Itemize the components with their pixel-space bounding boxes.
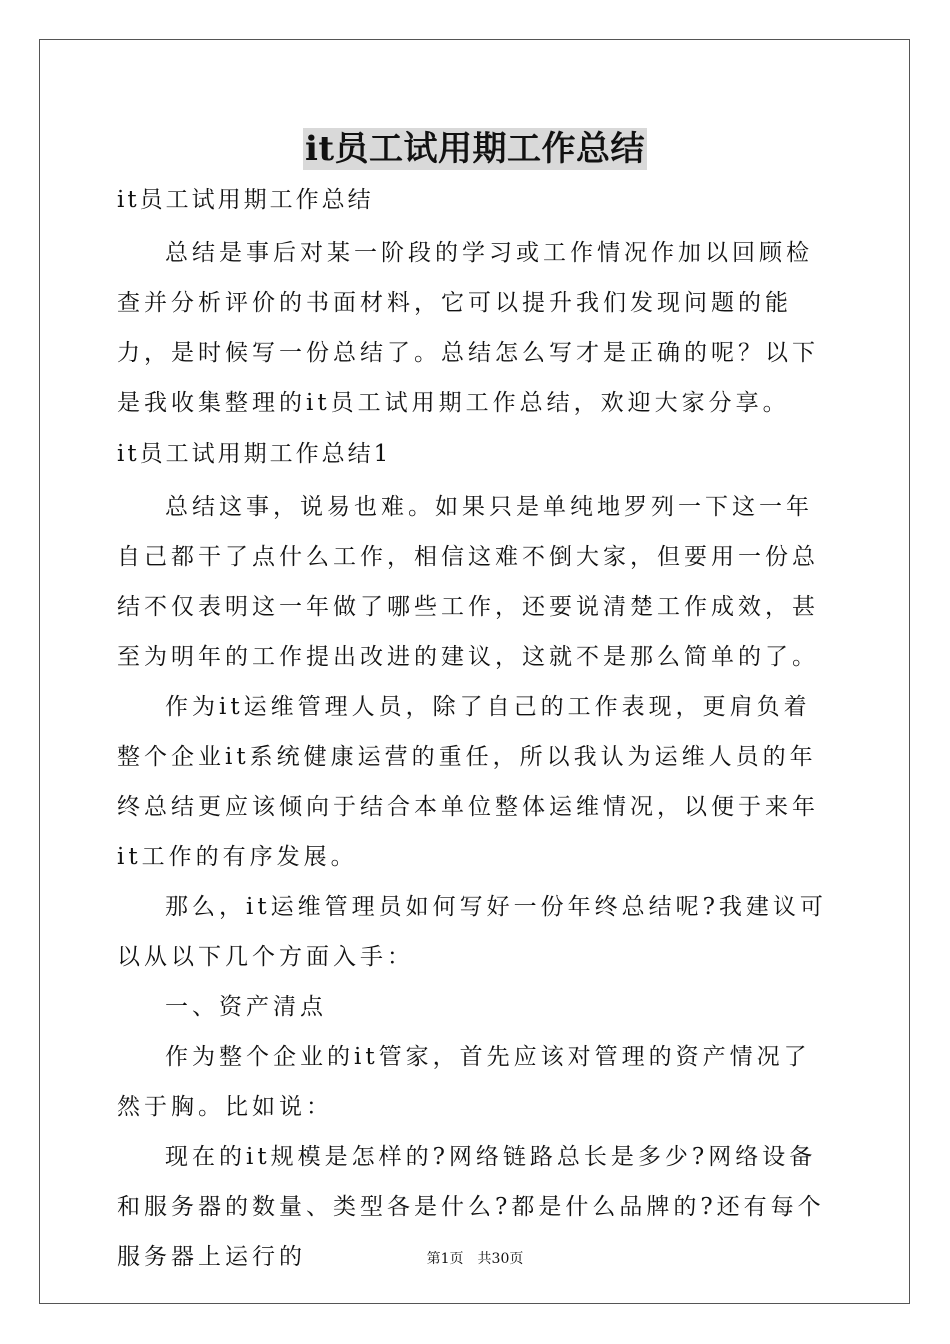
section-heading: it员工试用期工作总结1	[117, 441, 392, 467]
subtitle: it员工试用期工作总结	[117, 187, 374, 213]
page-footer: 第1页 共30页	[426, 1251, 524, 1267]
section-paragraph-3: 那么，it运维管理员如何写好一份年终总结呢?我建议可以从以下几个方面入手：	[117, 894, 827, 970]
document-body	[117, 180, 835, 1282]
section-paragraph-4: 作为整个企业的it管家，首先应该对管理的资产情况了然于胸。比如说：	[117, 1044, 811, 1120]
section-paragraph-2: 作为it运维管理人员，除了自己的工作表现，更肩负着整个企业it系统健康运营的重任，所以我认为运维人员的年终总结更应该倾向于结合本单位整体运维情况，以便于来年it工作的有序发展。	[117, 694, 819, 870]
section-paragraph-1: 总结这事，说易也难。如果只是单纯地罗列一下这一年自己都干了点什么工作，相信这难不倒大家，但要用一份总结不仅表明这一年做了哪些工作，还要说清楚工作成效，甚至为明年的工作提出改进的建议，这就不是那么简单的了。	[117, 494, 819, 670]
intro-paragraph: 总结是事后对某一阶段的学习或工作情况作加以回顾检查并分析评价的书面材料，它可以提升我们发现问题的能力，是时候写一份总结了。总结怎么写才是正确的呢？以下是我收集整理的it员工试用期工作总结，欢迎大家分享。	[117, 240, 819, 416]
section-subheading-assets: 一、资产清点	[165, 994, 327, 1020]
page-title: it员工试用期工作总结	[304, 129, 646, 169]
section-paragraph-5: 现在的it规模是怎样的?网络链路总长是多少?网络设备和服务器的数量、类型各是什么?都是什么品牌的?还有每个服务器上运行的	[117, 1144, 825, 1270]
title-wrap	[0, 128, 950, 170]
